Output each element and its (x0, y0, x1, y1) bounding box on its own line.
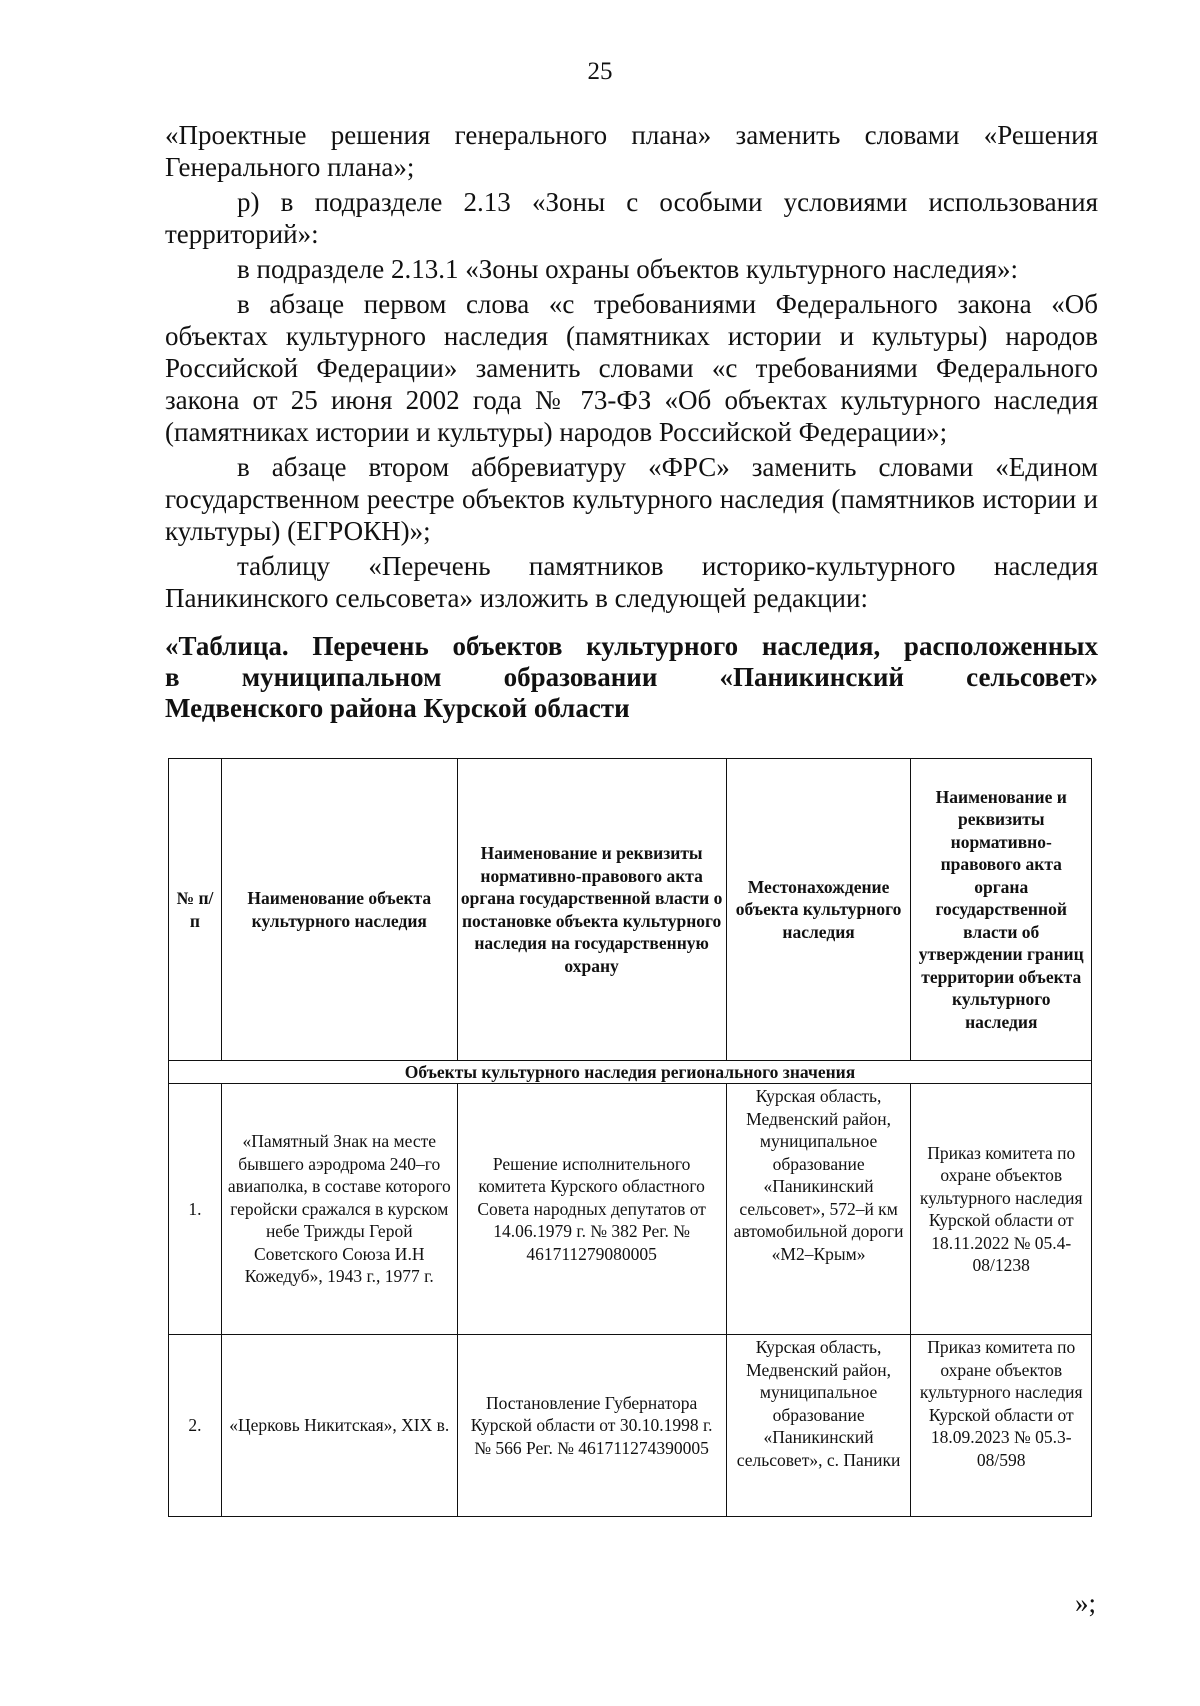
cell-name: «Памятный Знак на месте бывшего аэродрома 240–го авиаполка, в составе которого геройски сражался в курском небе Трижды Герой Советского Союза И.Н Кожедуб», 1943 г., 1977 г. (221, 1084, 457, 1335)
paragraph-6: таблицу «Перечень памятников историко-культурного наследия Паникинского сельсовета» изложить в следующей редакции: (165, 551, 1098, 613)
paragraph-1: «Проектные решения генерального плана» заменить словами «Решения Генерального плана»; (165, 120, 1098, 182)
table-title-line-3: Медвенского района Курской области (165, 693, 630, 723)
page-number: 25 (587, 58, 613, 85)
cell-num: 2. (169, 1335, 222, 1517)
header-location: Местонахождение объекта культурного наследия (726, 759, 911, 1061)
cell-boundary: Приказ комитета по охране объектов культурного наследия Курской области от 18.11.2022 № 05.4-08/1238 (911, 1084, 1092, 1335)
section-title: Объекты культурного наследия регионального значения (169, 1061, 1092, 1084)
paragraph-2: р) в подразделе 2.13 «Зоны с особыми условиями использования территорий»: (165, 187, 1098, 249)
body-text (165, 119, 1098, 617)
paragraph-4: в абзаце первом слова «с требованиями Федерального закона «Об объектах культурного наследия (памятниках истории и культуры) народов Российской Федерации» заменить словами «с требованиями Федерального закона от 25 июня 2002 года № 73-ФЗ «Об объектах культурного наследия (памятниках истории и культуры) народов Российской Федерации»; (165, 289, 1098, 447)
table-row (169, 1084, 1092, 1335)
heritage-table (168, 758, 1092, 1517)
paragraph-5: в абзаце втором аббревиатуру «ФРС» заменить словами «Едином государственном реестре объектов культурного наследия (памятников истории и культуры) (ЕГРОКН)»; (165, 452, 1098, 546)
header-act: Наименование и реквизиты нормативно-правового акта органа государственной власти о постановке объекта культурного наследия на государственную охрану (457, 759, 726, 1061)
table-title (165, 631, 1098, 724)
cell-act: Решение исполнительного комитета Курского областного Совета народных депутатов от 14.06.1979 г. № 382 Рег. № 461711279080005 (457, 1084, 726, 1335)
header-boundary: Наименование и реквизиты нормативно-правового акта органа государственной власти об утверждении границ территории объекта культурного наследия (911, 759, 1092, 1061)
closing-quote: »; (1074, 1588, 1096, 1618)
cell-boundary: Приказ комитета по охране объектов культурного наследия Курской области от 18.09.2023 № 05.3-08/598 (911, 1335, 1092, 1517)
cell-location: Курская область, Медвенский район, муниципальное образование «Паникинский сельсовет», с. Паники (726, 1335, 911, 1517)
cell-act: Постановление Губернатора Курской области от 30.10.1998 г. № 566 Рег. № 461711274390005 (457, 1335, 726, 1517)
table-title-line-1: «Таблица. Перечень объектов культурного наследия, расположенных (165, 631, 1098, 661)
header-name: Наименование объекта культурного наследия (221, 759, 457, 1061)
table-row (169, 1335, 1092, 1517)
cell-name: «Церковь Никитская», XIX в. (221, 1335, 457, 1517)
table-header-row (169, 759, 1092, 1061)
table-title-line-2: в муниципальном образовании «Паникинский сельсовет» (165, 662, 1098, 692)
cell-location: Курская область, Медвенский район, муниципальное образование «Паникинский сельсовет», 572–й км автомобильной дороги «М2–Крым» (726, 1084, 911, 1335)
cell-num: 1. (169, 1084, 222, 1335)
paragraph-3: в подразделе 2.13.1 «Зоны охраны объектов культурного наследия»: (237, 254, 1018, 284)
section-row (169, 1061, 1092, 1084)
header-num: № п/п (169, 759, 222, 1061)
